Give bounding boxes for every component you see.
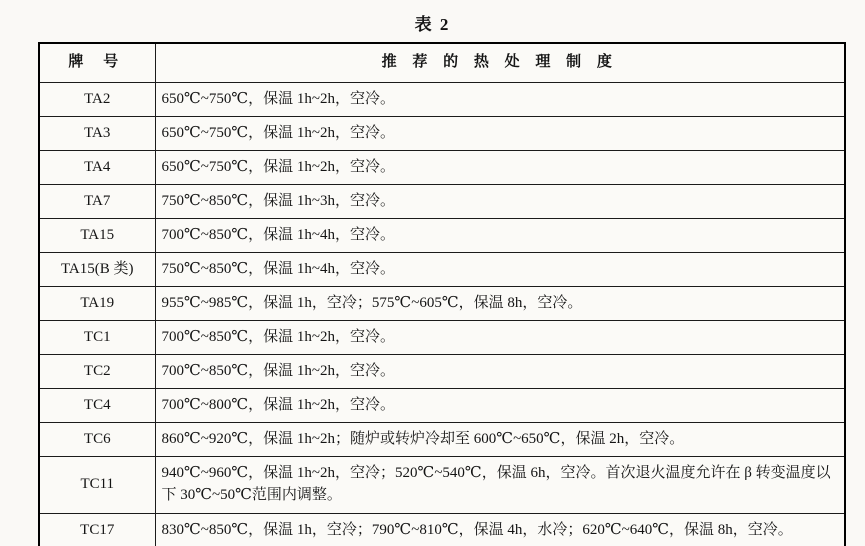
table-row: [39, 219, 845, 253]
treatment-cell: 650℃~750℃，保温 1h~2h，空冷。: [155, 117, 845, 151]
grade-cell: TC2: [39, 355, 155, 389]
treatment-cell: 700℃~850℃，保温 1h~2h，空冷。: [155, 321, 845, 355]
table-row: [39, 117, 845, 151]
treatment-cell: 940℃~960℃，保温 1h~2h，空冷；520℃~540℃，保温 6h，空冷。首次退火温度允许在 β 转变温度以下 30℃~50℃范围内调整。: [155, 457, 845, 514]
grade-cell: TC17: [39, 514, 155, 546]
grade-cell: TC11: [39, 457, 155, 514]
heat-treatment-table: [38, 42, 846, 546]
treatment-cell: 830℃~850℃，保温 1h，空冷；790℃~810℃，保温 4h，水冷；620℃~640℃，保温 8h，空冷。: [155, 514, 845, 546]
treatment-cell: 700℃~800℃，保温 1h~2h，空冷。: [155, 389, 845, 423]
treatment-cell: 750℃~850℃，保温 1h~3h，空冷。: [155, 185, 845, 219]
table-row: [39, 389, 845, 423]
table-row: [39, 514, 845, 546]
grade-cell: TA7: [39, 185, 155, 219]
grade-cell: TA4: [39, 151, 155, 185]
treatment-cell: 955℃~985℃，保温 1h，空冷；575℃~605℃，保温 8h，空冷。: [155, 287, 845, 321]
table-header-row: [39, 43, 845, 83]
table-row: [39, 253, 845, 287]
treatment-cell: 650℃~750℃，保温 1h~2h，空冷。: [155, 151, 845, 185]
table-row: [39, 423, 845, 457]
treatment-cell: 700℃~850℃，保温 1h~2h，空冷。: [155, 355, 845, 389]
table-row: [39, 83, 845, 117]
grade-cell: TA2: [39, 83, 155, 117]
grade-cell: TC4: [39, 389, 155, 423]
grade-cell: TA15: [39, 219, 155, 253]
grade-cell: TC1: [39, 321, 155, 355]
grade-cell: TA3: [39, 117, 155, 151]
table-row: [39, 287, 845, 321]
table-row: [39, 151, 845, 185]
table-row: [39, 185, 845, 219]
treatment-cell: 860℃~920℃，保温 1h~2h；随炉或转炉冷却至 600℃~650℃，保温 2h，空冷。: [155, 423, 845, 457]
grade-cell: TC6: [39, 423, 155, 457]
header-grade: 牌 号: [39, 43, 155, 83]
table-row: [39, 457, 845, 514]
treatment-cell: 750℃~850℃，保温 1h~4h，空冷。: [155, 253, 845, 287]
treatment-cell: 650℃~750℃，保温 1h~2h，空冷。: [155, 83, 845, 117]
table-title: 表 2: [414, 15, 451, 34]
table-row: [39, 355, 845, 389]
grade-cell: TA15(B 类): [39, 253, 155, 287]
header-treatment: 推 荐 的 热 处 理 制 度: [155, 43, 845, 83]
treatment-cell: 700℃~850℃，保温 1h~4h，空冷。: [155, 219, 845, 253]
table-row: [39, 321, 845, 355]
grade-cell: TA19: [39, 287, 155, 321]
